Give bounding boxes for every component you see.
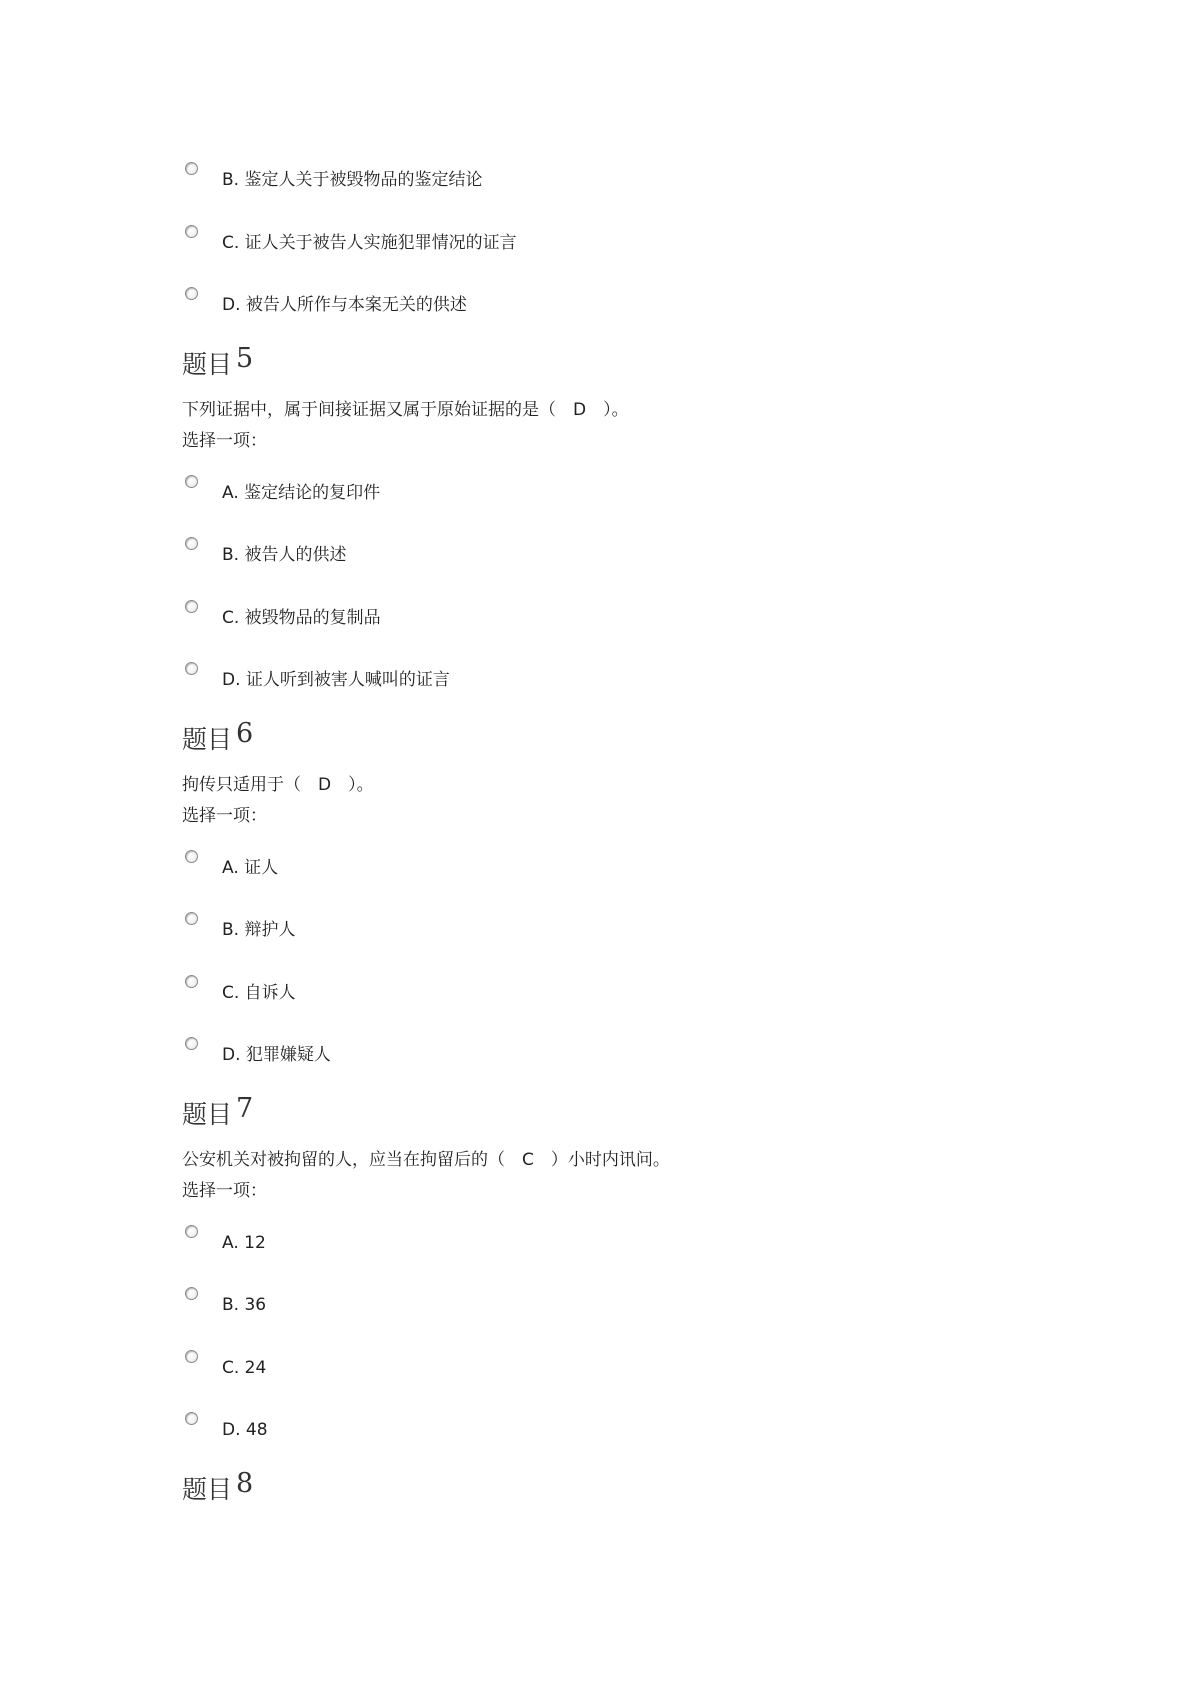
option-label: D. 犯罪嫌疑人 xyxy=(222,1045,331,1065)
q5-option-d[interactable] xyxy=(180,662,780,702)
heading-label: 题目 xyxy=(182,1475,233,1504)
q6-option-b[interactable] xyxy=(180,912,780,952)
q4-option-d[interactable] xyxy=(180,287,780,327)
q6-option-d[interactable] xyxy=(180,1037,780,1077)
heading-label: 题目 xyxy=(182,1100,233,1129)
q4-option-c[interactable] xyxy=(180,225,780,265)
option-label: A. 鉴定结论的复印件 xyxy=(222,483,381,503)
option-label: A. 证人 xyxy=(222,858,279,878)
heading-number: 6 xyxy=(236,718,254,749)
q5-option-a[interactable] xyxy=(180,475,780,515)
q4-option-b[interactable] xyxy=(180,162,780,202)
question-heading-8 xyxy=(182,1470,253,1506)
radio-button-icon[interactable] xyxy=(185,975,198,988)
select-prompt-5: 选择一项： xyxy=(182,431,267,451)
question-heading-5 xyxy=(182,345,253,381)
radio-button-icon[interactable] xyxy=(185,287,198,300)
select-prompt-7: 选择一项： xyxy=(182,1181,267,1201)
option-label: C. 证人关于被告人实施犯罪情况的证言 xyxy=(222,233,517,253)
option-label: B. 36 xyxy=(222,1295,267,1315)
radio-button-icon[interactable] xyxy=(185,1412,198,1425)
q7-option-c[interactable] xyxy=(180,1350,780,1390)
q5-option-b[interactable] xyxy=(180,537,780,577)
heading-number: 7 xyxy=(236,1093,254,1124)
question-text-6: 拘传只适用于（ D ）。 xyxy=(182,775,374,795)
option-label: B. 鉴定人关于被毁物品的鉴定结论 xyxy=(222,170,483,190)
heading-number: 8 xyxy=(236,1468,254,1499)
option-label: D. 被告人所作与本案无关的供述 xyxy=(222,295,467,315)
option-label: D. 证人听到被害人喊叫的证言 xyxy=(222,670,450,690)
heading-label: 题目 xyxy=(182,725,233,754)
radio-button-icon[interactable] xyxy=(185,912,198,925)
q7-option-a[interactable] xyxy=(180,1225,780,1265)
radio-button-icon[interactable] xyxy=(185,1037,198,1050)
radio-button-icon[interactable] xyxy=(185,537,198,550)
option-label: B. 辩护人 xyxy=(222,920,296,940)
option-label: B. 被告人的供述 xyxy=(222,545,347,565)
question-heading-7 xyxy=(182,1095,253,1131)
radio-button-icon[interactable] xyxy=(185,662,198,675)
question-text-5: 下列证据中，属于间接证据又属于原始证据的是（ D ）。 xyxy=(182,400,629,420)
heading-number: 5 xyxy=(236,343,254,374)
radio-button-icon[interactable] xyxy=(185,600,198,613)
radio-button-icon[interactable] xyxy=(185,1350,198,1363)
q7-option-b[interactable] xyxy=(180,1287,780,1327)
option-label: C. 24 xyxy=(222,1358,267,1378)
q6-option-c[interactable] xyxy=(180,975,780,1015)
question-heading-6 xyxy=(182,720,253,756)
radio-button-icon[interactable] xyxy=(185,850,198,863)
q7-option-d[interactable] xyxy=(180,1412,780,1452)
radio-button-icon[interactable] xyxy=(185,162,198,175)
option-label: C. 自诉人 xyxy=(222,983,296,1003)
heading-label: 题目 xyxy=(182,350,233,379)
option-label: D. 48 xyxy=(222,1420,268,1440)
radio-button-icon[interactable] xyxy=(185,225,198,238)
question-text-7: 公安机关对被拘留的人，应当在拘留后的（ C ）小时内讯问。 xyxy=(182,1150,670,1170)
option-label: A. 12 xyxy=(222,1233,266,1253)
q6-option-a[interactable] xyxy=(180,850,780,890)
select-prompt-6: 选择一项： xyxy=(182,806,267,826)
radio-button-icon[interactable] xyxy=(185,1287,198,1300)
radio-button-icon[interactable] xyxy=(185,1225,198,1238)
option-label: C. 被毁物品的复制品 xyxy=(222,608,381,628)
q5-option-c[interactable] xyxy=(180,600,780,640)
radio-button-icon[interactable] xyxy=(185,475,198,488)
